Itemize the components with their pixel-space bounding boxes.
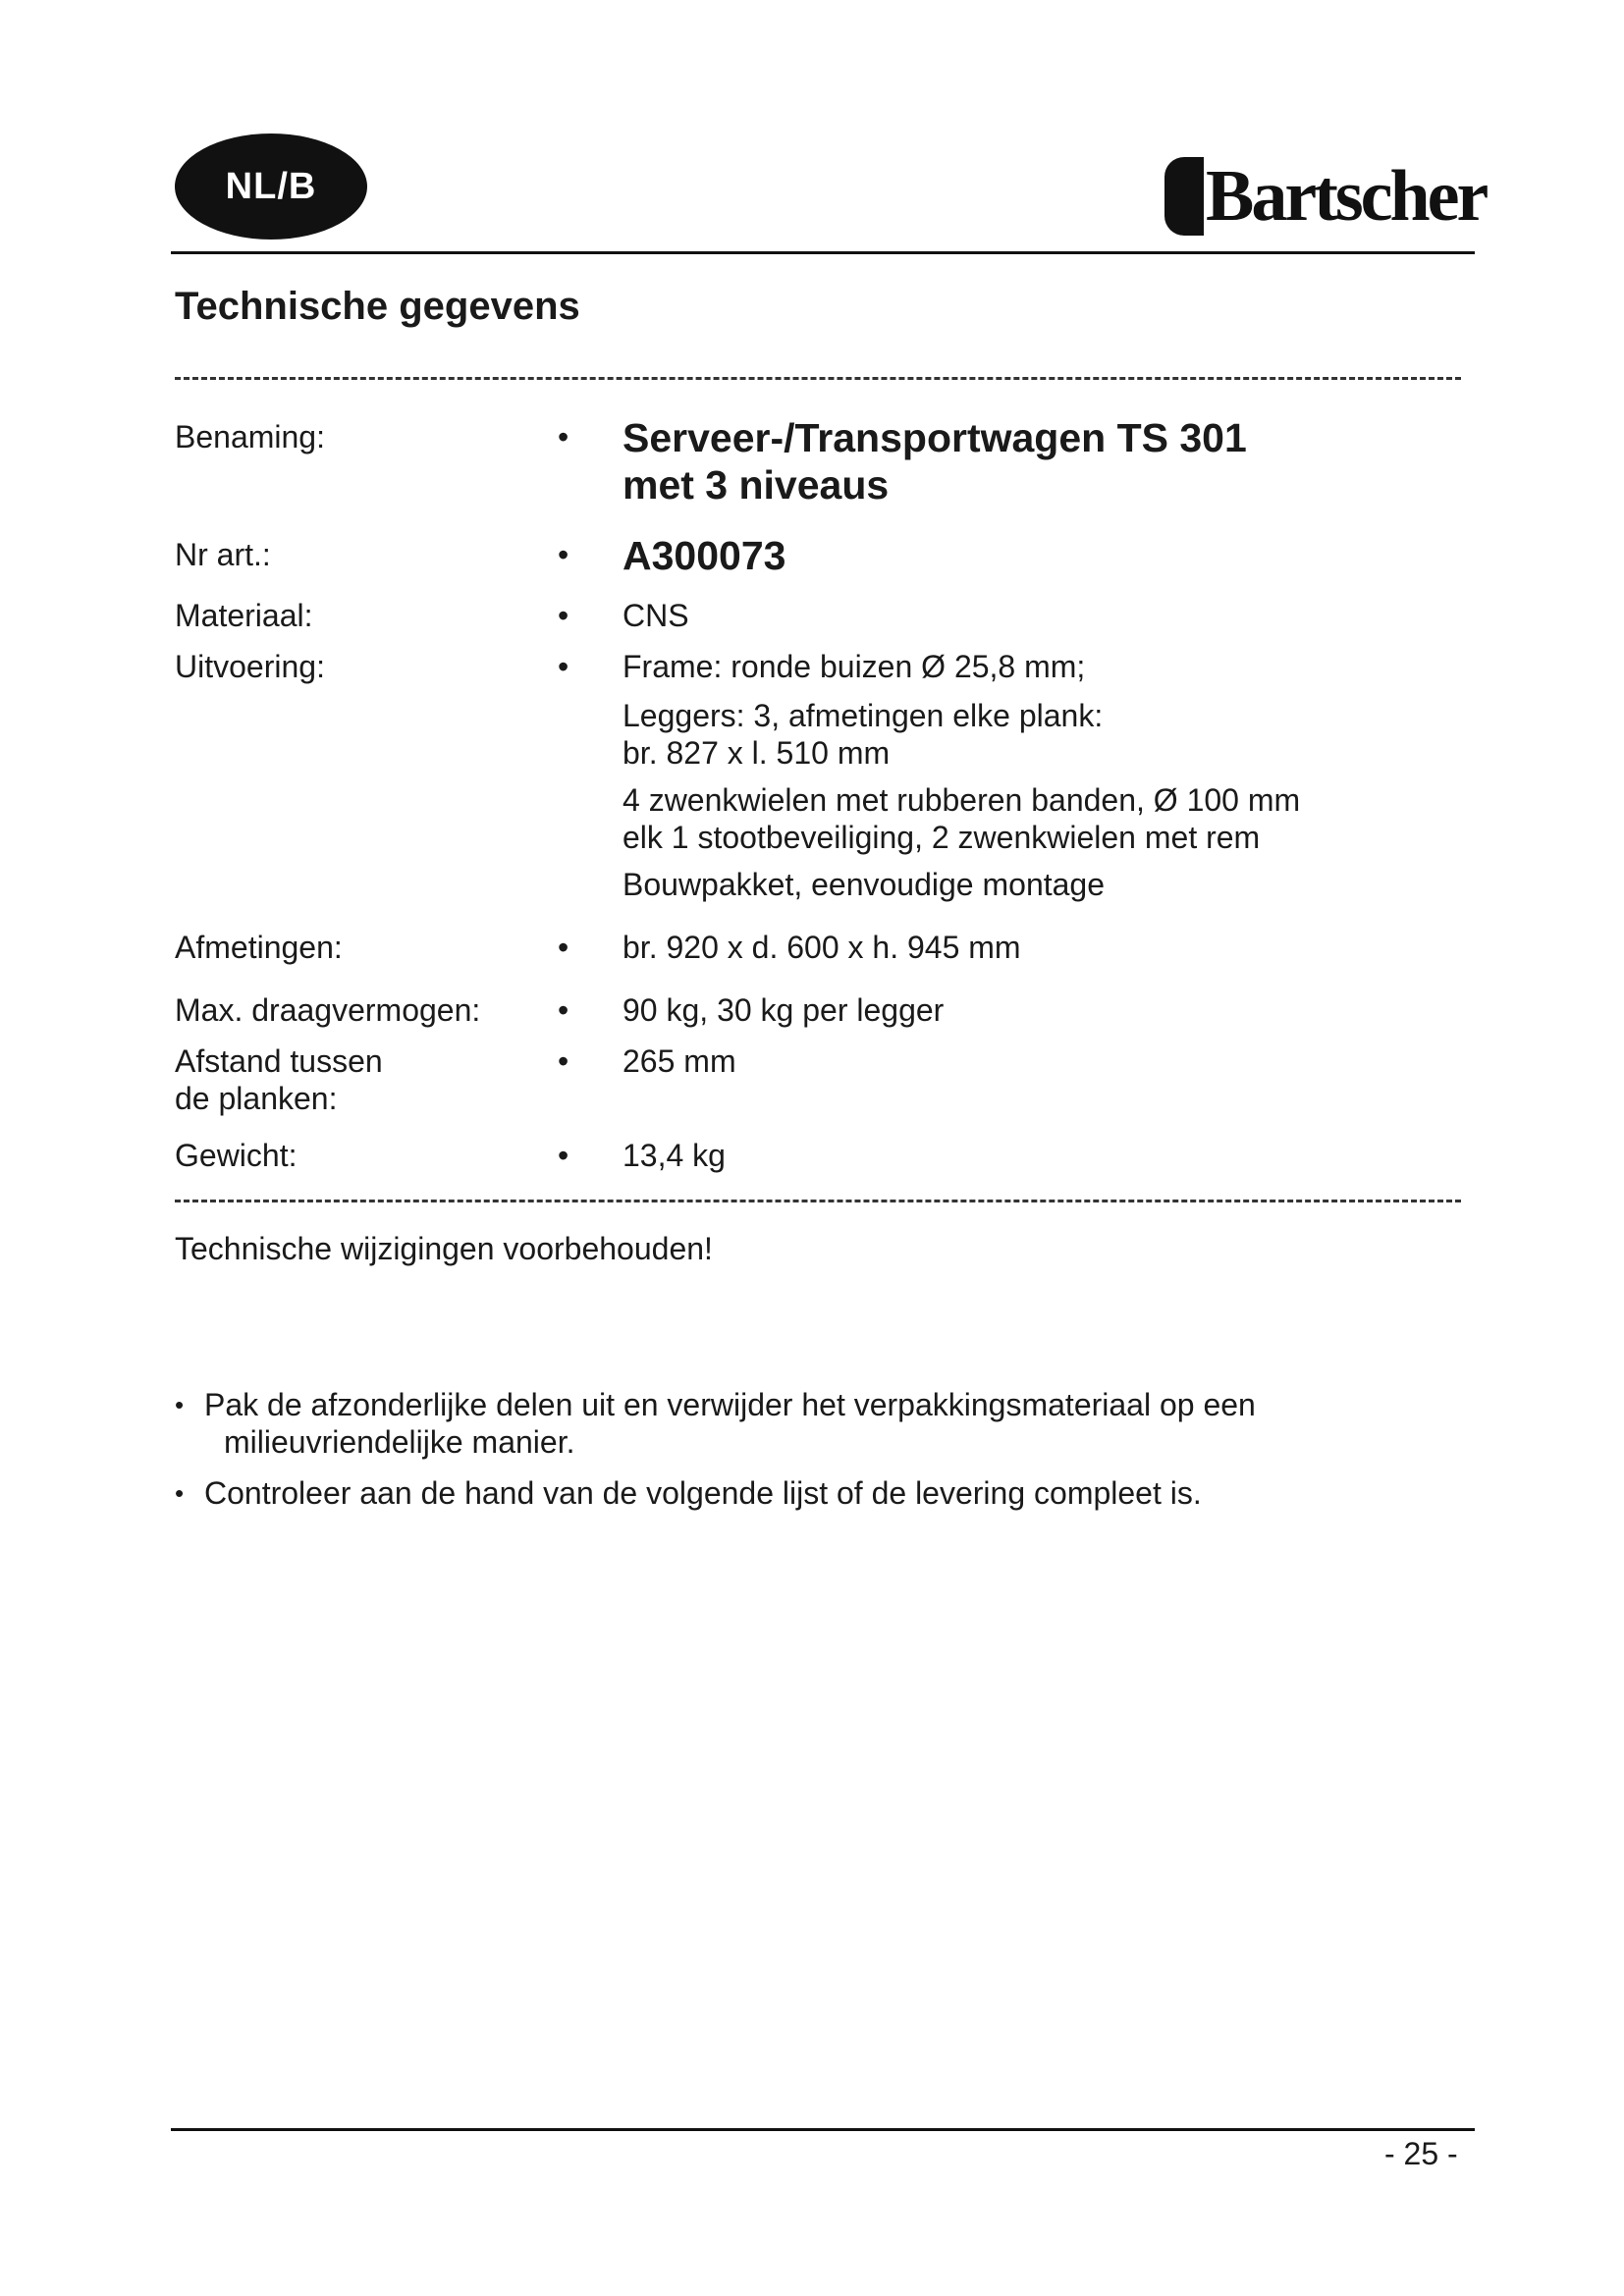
bullet-icon: • (558, 419, 569, 454)
spec-label: Max. draagvermogen: (175, 992, 481, 1028)
logo-text: Bartscher (1206, 156, 1487, 237)
spec-value (623, 532, 785, 579)
spec-value (623, 929, 1021, 966)
spec-value-line: 13,4 kg (623, 1138, 726, 1173)
header-rule (171, 251, 1475, 254)
dashed-divider-top (175, 377, 1461, 380)
language-badge: NL/B (175, 133, 367, 240)
spec-value (623, 1042, 736, 1080)
spec-value-line: Leggers: 3, afmetingen elke plank: (623, 698, 1104, 733)
spec-value (623, 414, 1247, 508)
note-text (204, 1386, 1481, 1461)
bullet-icon: • (175, 1478, 185, 1508)
spec-value-line: elk 1 stootbeveiliging, 2 zwenkwielen met rem (623, 820, 1261, 855)
page-number: - 25 - (1384, 2136, 1458, 2171)
spec-value-line: A300073 (623, 533, 786, 578)
spec-label: Benaming: (175, 419, 325, 454)
note-text (204, 1474, 1481, 1512)
bullet-icon: • (558, 930, 569, 965)
bullet-icon: • (558, 1138, 569, 1173)
bartscher-logo (1164, 147, 1486, 245)
bullet-icon: • (558, 992, 569, 1028)
bullet-icon: • (558, 1043, 569, 1079)
bullet-icon: • (558, 649, 569, 684)
note-line: milieuvriendelijke manier. (224, 1424, 575, 1460)
spec-value-line: met 3 niveaus (623, 462, 890, 507)
spec-value-line: CNS (623, 598, 689, 633)
note-line: Controleer aan de hand van de volgende lijst of de levering compleet is. (204, 1475, 1202, 1511)
footer-rule (171, 2128, 1475, 2131)
spec-value-line: br. 920 x d. 600 x h. 945 mm (623, 930, 1021, 965)
spec-value (623, 1137, 726, 1174)
spec-label-line: Afstand tussen (175, 1043, 383, 1079)
spec-value-line: Frame: ronde buizen Ø 25,8 mm; (623, 649, 1086, 684)
dashed-divider-bottom (175, 1200, 1461, 1202)
spec-value-line: Bouwpakket, eenvoudige montage (623, 867, 1106, 902)
bullet-icon: • (175, 1390, 185, 1419)
logo-mark-icon (1164, 157, 1204, 236)
page-title: Technische gegevens (175, 285, 580, 328)
spec-value-line: 90 kg, 30 kg per legger (623, 992, 945, 1028)
spec-value-line: 4 zwenkwielen met rubberen banden, Ø 100 mm (623, 782, 1301, 818)
bullet-icon: • (558, 537, 569, 572)
note-line: Pak de afzonderlijke delen uit en verwijder het verpakkingsmateriaal op een (204, 1387, 1256, 1422)
spec-value (623, 991, 944, 1029)
spec-value-line: Serveer-/Transportwagen TS 301 (623, 415, 1247, 460)
spec-label (175, 1042, 383, 1117)
spec-value (623, 597, 689, 634)
spec-label: Afmetingen: (175, 930, 343, 965)
spec-value-line: 265 mm (623, 1043, 736, 1079)
bullet-icon: • (558, 598, 569, 633)
spec-label: Gewicht: (175, 1138, 298, 1173)
spec-label: Materiaal: (175, 598, 313, 633)
spec-label-line: de planken: (175, 1081, 338, 1116)
spec-value (623, 648, 1300, 903)
footnote: Technische wijzigingen voorbehouden! (175, 1231, 713, 1266)
spec-label: Nr art.: (175, 537, 271, 572)
spec-value-line: br. 827 x l. 510 mm (623, 735, 891, 771)
spec-label: Uitvoering: (175, 649, 325, 684)
